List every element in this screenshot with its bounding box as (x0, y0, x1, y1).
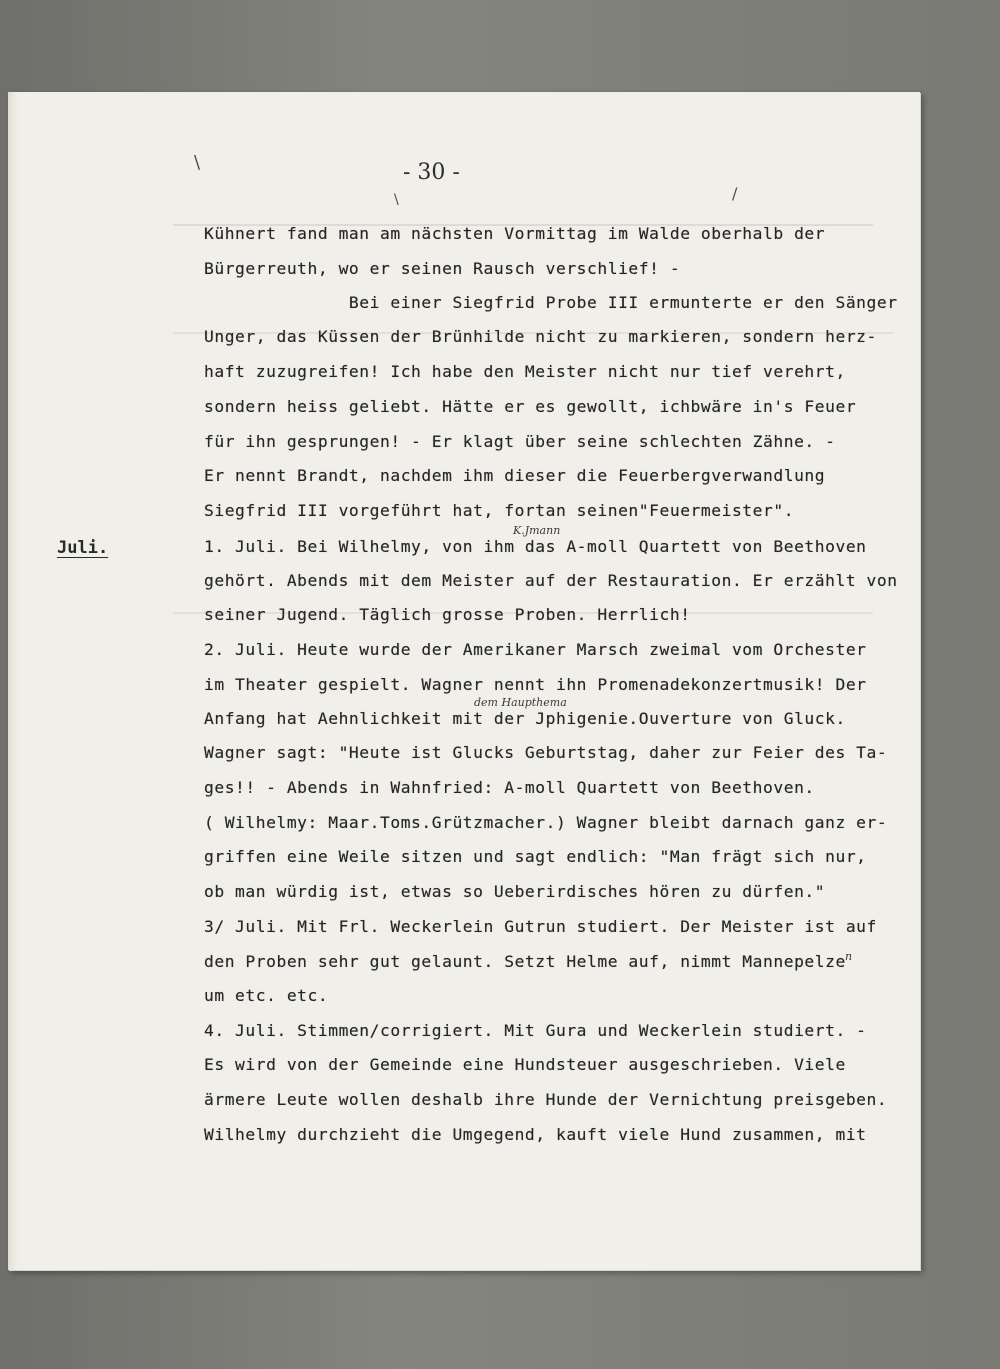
text-line-25: Es wird von der Gemeinde eine Hundsteuer ausgeschrieben. Viele (204, 1055, 846, 1074)
pen-tick-1: \ (194, 152, 201, 173)
text-line-24: 4. Juli. Stimmen/corrigiert. Mit Gura und Weckerlein studiert. - (204, 1021, 867, 1040)
text-line-11: gehört. Abends mit dem Meister auf der Restauration. Er erzählt von (204, 571, 898, 590)
text-line-21: 3/ Juli. Mit Frl. Weckerlein Gutrun studiert. Der Meister ist auf (204, 917, 877, 936)
text-line-16: Wagner sagt: "Heute ist Glucks Geburtstag, daher zur Feier des Ta- (204, 743, 888, 762)
page-number: - 30 - (403, 160, 460, 185)
text-line-17: ges!! - Abends in Wahnfried: A-moll Quartett von Beethoven. (204, 778, 815, 797)
text-line-22: den Proben sehr gut gelaunt. Setzt Helme auf, nimmt Mannepelze (204, 952, 846, 971)
pen-tick-3: / (732, 184, 738, 203)
text-line-2: Bürgerreuth, wo er seinen Rausch verschlief! - (204, 259, 681, 278)
text-line-9: Siegfrid III vorgeführt hat, fortan seinen"Feuermeister". (204, 501, 795, 520)
typescript-page (8, 92, 920, 1270)
text-line-23: um etc. etc. (204, 986, 329, 1005)
text-line-14: im Theater gespielt. Wagner nennt ihn Promenadekonzertmusik! Der (204, 675, 867, 694)
text-line-1: Kühnert fand man am nächsten Vormittag im Walde oberhalb der (204, 224, 826, 243)
text-line-18: ( Wilhelmy: Maar.Toms.Grützmacher.) Wagner bleibt darnach ganz er- (204, 813, 888, 832)
text-line-20: ob man würdig ist, etwas so Ueberirdisches hören zu dürfen." (204, 882, 826, 901)
text-line-13: 2. Juli. Heute wurde der Amerikaner Marsch zweimal vom Orchester (204, 640, 867, 659)
text-line-6: sondern heiss geliebt. Hätte er es gewollt, ichbwäre in's Feuer (204, 397, 857, 416)
text-line-15: Anfang hat Aehnlichkeit mit der Jphigenie.Ouverture von Gluck. (204, 709, 846, 728)
page-shadow (8, 92, 18, 1270)
handwritten-insertion-3: n (845, 950, 853, 963)
text-line-8: Er nennt Brandt, nachdem ihm dieser die Feuerbergverwandlung (204, 466, 826, 485)
pen-tick-2: \ (394, 192, 399, 208)
handwritten-insertion-2: dem Haupthema (474, 696, 567, 709)
text-line-5: haft zuzugreifen! Ich habe den Meister nicht nur tief verehrt, (204, 362, 846, 381)
text-line-10: 1. Juli. Bei Wilhelmy, von ihm das A-moll Quartett von Beethoven (204, 537, 867, 556)
text-line-26: ärmere Leute wollen deshalb ihre Hunde der Vernichtung preisgeben. (204, 1090, 888, 1109)
text-line-19: griffen eine Weile sitzen und sagt endlich: "Man frägt sich nur, (204, 847, 867, 866)
handwritten-insertion-1: K.Jmann (513, 524, 561, 537)
text-line-3: Bei einer Siegfrid Probe III ermunterte er den Sänger (204, 293, 898, 312)
margin-note-month: Juli. (57, 538, 109, 558)
text-line-4: Unger, das Küssen der Brünhilde nicht zu markieren, sondern herz- (204, 327, 877, 346)
text-line-12: seiner Jugend. Täglich grosse Proben. Herrlich! (204, 605, 691, 624)
text-line-27: Wilhelmy durchzieht die Umgegend, kauft viele Hund zusammen, mit (204, 1125, 867, 1144)
text-line-7: für ihn gesprungen! - Er klagt über seine schlechten Zähne. - (204, 432, 836, 451)
